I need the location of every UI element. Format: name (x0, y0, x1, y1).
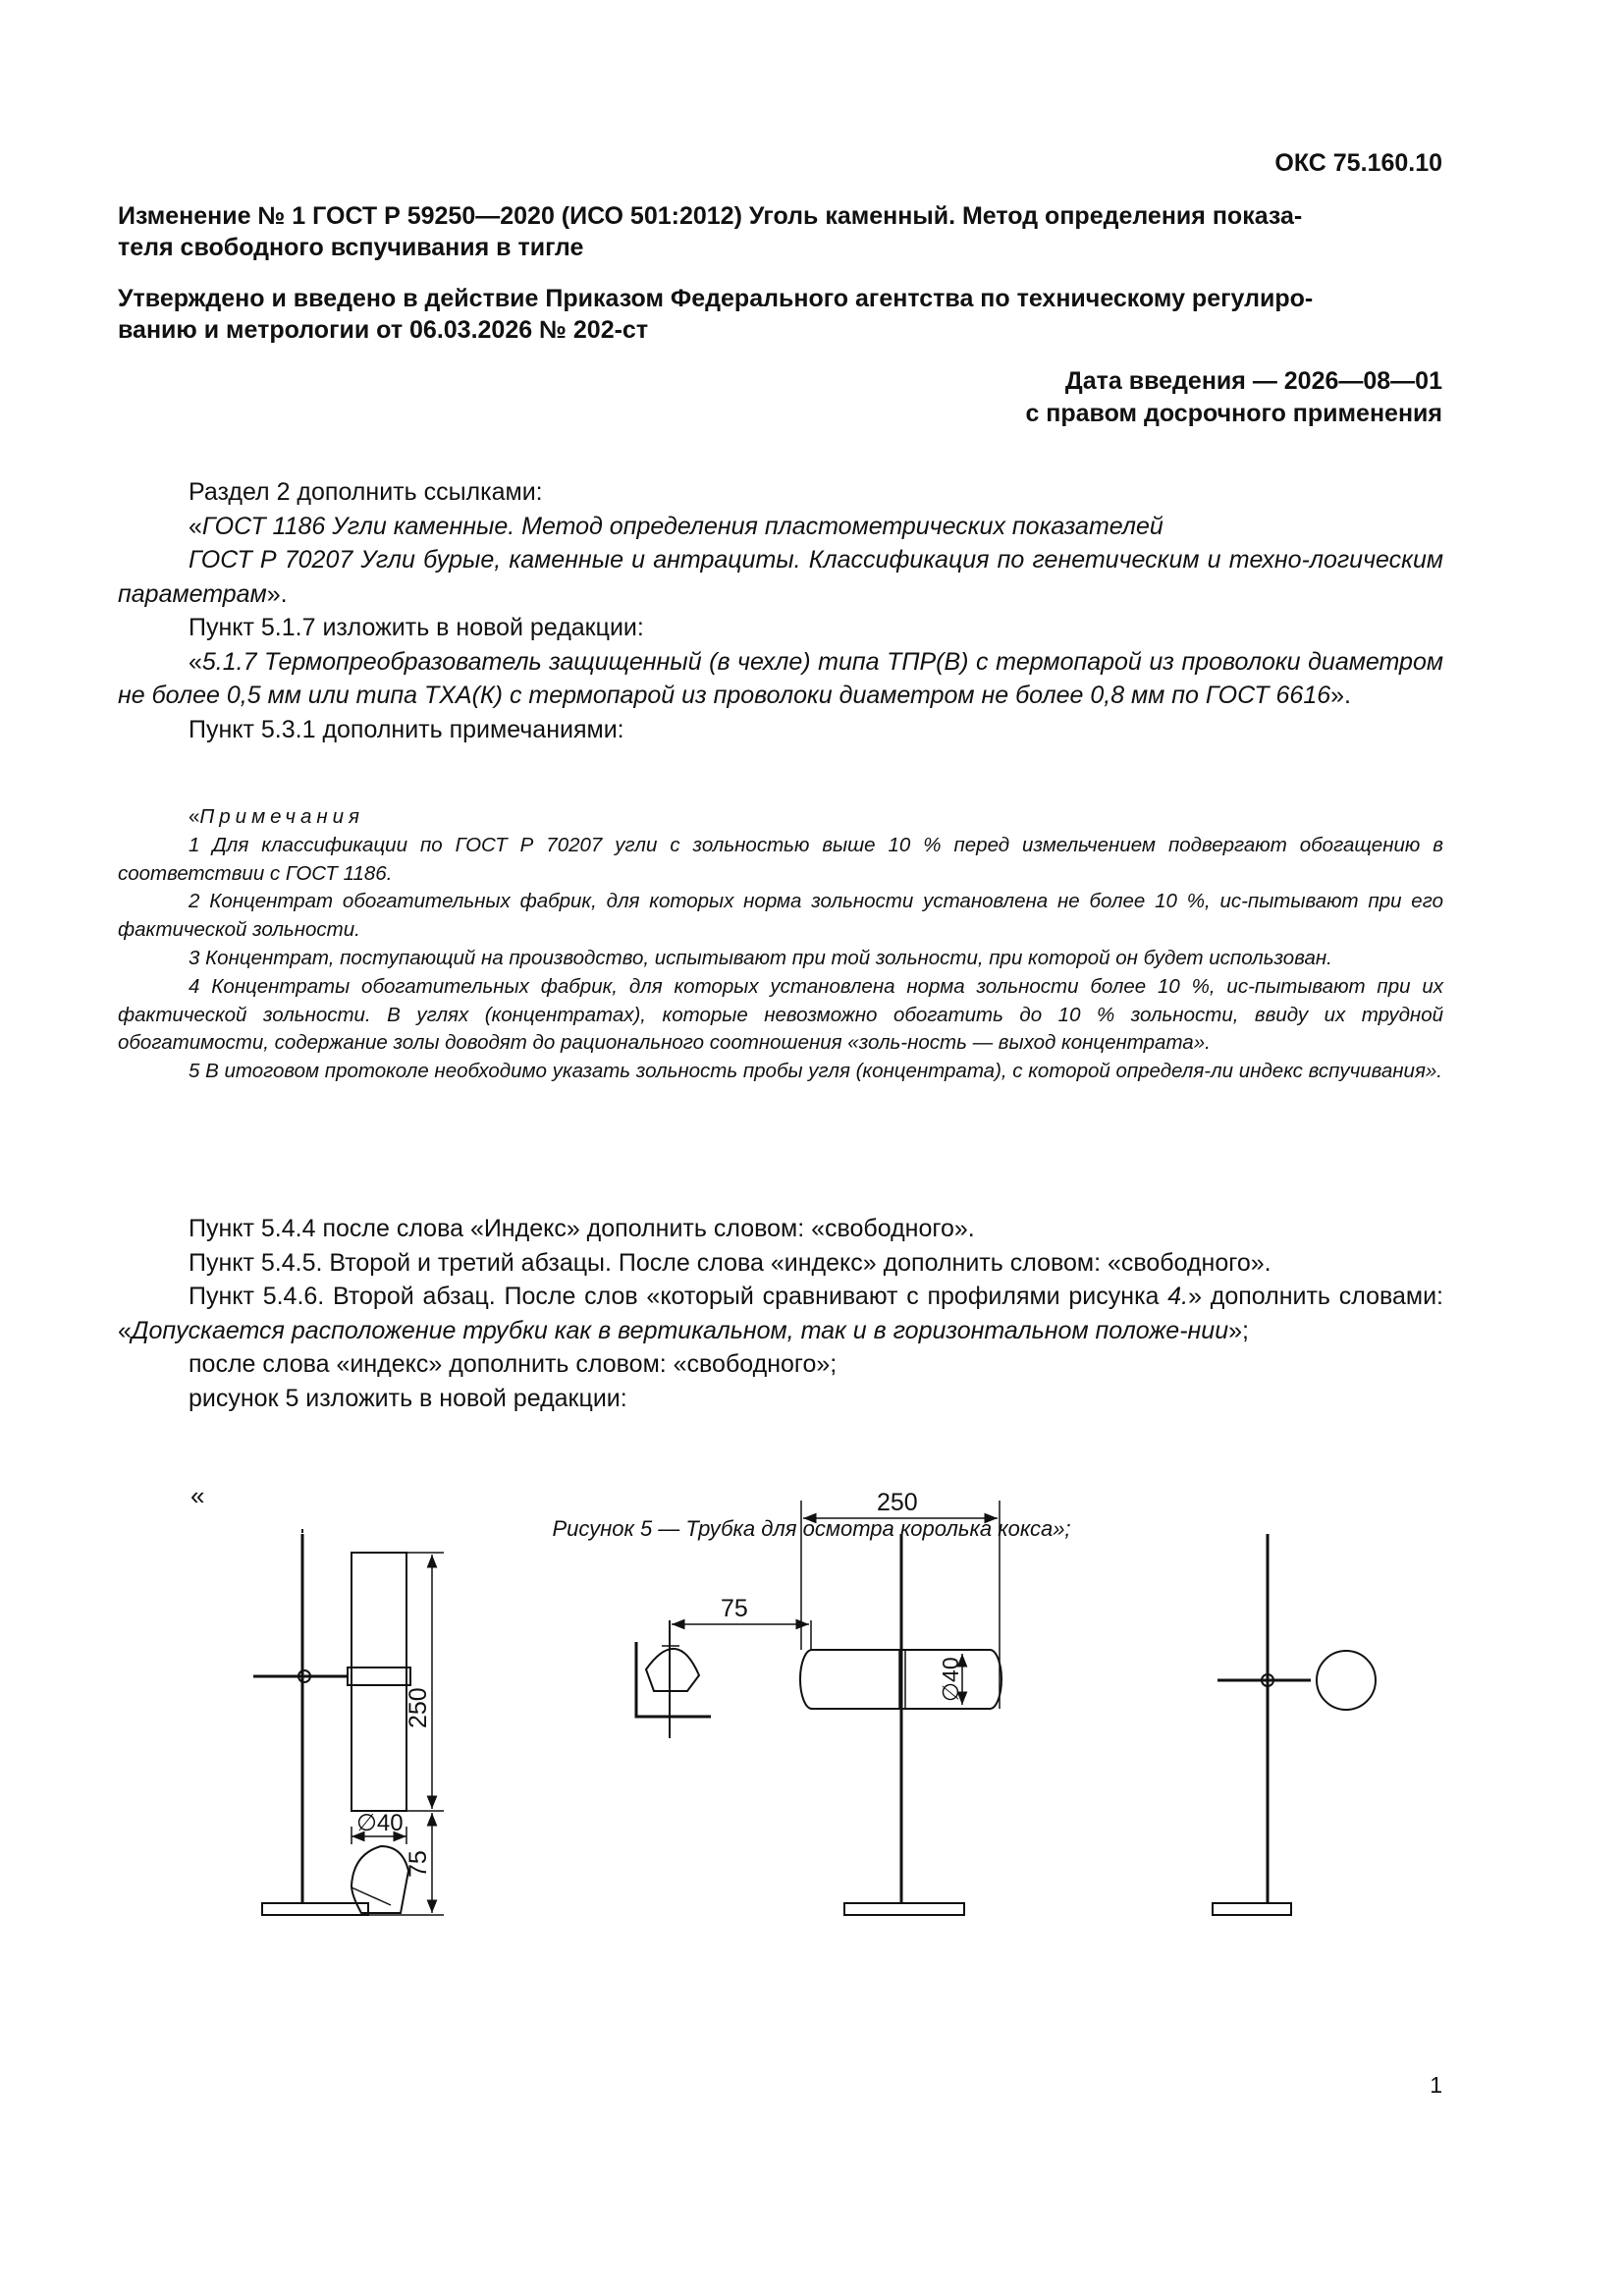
tube-end-view (1317, 1651, 1376, 1710)
notes-title: Примечания (199, 805, 365, 828)
coke-button-side (646, 1649, 699, 1691)
figure-ref: 4. (1167, 1283, 1189, 1310)
horizontal-tube-stand (636, 1489, 1001, 1915)
paragraph: Пункт 5.4.5. Второй и третий абзацы. После слова «индекс» дополнить словом: «свободного». (189, 1248, 1271, 1277)
inserted-text: Допускается расположение трубки как в вертикальном, так и в горизонтальном положе-нии (131, 1316, 1229, 1344)
note-5: 5 В итоговом протоколе необходимо указать зольность пробы угля (концентрата), с которой определя-ли индекс вспучивания». (189, 1060, 1443, 1083)
dim-diameter-center: ∅40 (938, 1657, 963, 1702)
clamp-ring (348, 1667, 410, 1685)
open-quote: « (189, 512, 202, 540)
note-1: 1 Для классификации по ГОСТ Р 70207 угли с зольностью выше 10 % перед измельчением подвергают обогащению в соответствии с ГОСТ 1186. (118, 833, 1443, 885)
note-2: 2 Концентрат обогатительных фабрик, для которых норма зольности установлена не более 10 %, ис-пытывают при его фактической зольности. (118, 890, 1443, 942)
paragraph: рисунок 5 изложить в новой редакции: (189, 1384, 627, 1412)
reference-gost-1186: ГОСТ 1186 Угли каменные. Метод определения пластометрических показателей (201, 512, 1163, 540)
figure-caption: Рисунок 5 — Трубка для осмотра королька кокса»; (552, 1516, 1071, 1541)
text: » дополнить словами: « (118, 1283, 1443, 1344)
close-quote: ». (1330, 682, 1352, 709)
clause-5-1-7: 5.1.7 Термопреобразователь защищенный (в чехле) типа ТПР(В) с термопарой из проволоки диаметром не более 0,5 мм или типа ТХА(К) с термопарой из проволоки диаметром не более 0,8 мм по ГОСТ 6616 (118, 647, 1443, 709)
paragraph: после слова «индекс» дополнить словом: «свободного»; (189, 1350, 838, 1378)
note-4: 4 Концентраты обогатительных фабрик, для которых установлена норма зольности более 10 %, ис-пытывают при их фактической зольности. В углях (концентратах), которые невозможно обогатить до 10 % зольности, ввиду их трудной обогатимости, содержание золы доводят до рационального соотношения «золь-ность — выход концентрата». (118, 974, 1443, 1055)
close-quote: ». (266, 579, 288, 608)
approval-line-2: ванию и метрологии от 06.03.2026 № 202-ст (118, 316, 649, 344)
end-view-stand (1213, 1534, 1376, 1915)
title-line-2: теля свободного вспучивания в тигле (118, 234, 584, 261)
page-number: 1 (1430, 2072, 1442, 2098)
dim-75-vertical: 75 (405, 1850, 432, 1878)
figure-open-quote: « (190, 1481, 205, 1510)
dim-250-horizontal: 250 (877, 1489, 918, 1516)
vertical-tube-stand (253, 1531, 444, 1915)
paragraph: Пункт 5.4.4 после слова «Индекс» дополнить словом: «свободного». (189, 1215, 975, 1242)
title-line-1: Изменение № 1 ГОСТ Р 59250—2020 (ИСО 501:2012) Уголь каменный. Метод определения показа- (118, 202, 1303, 230)
text: Пункт 5.4.6. Второй абзац. После слов «который сравнивают с профилями рисунка (189, 1283, 1168, 1310)
dim-250-vertical: 250 (405, 1687, 432, 1728)
open-quote: « (189, 647, 202, 676)
stand-base (844, 1903, 964, 1915)
paragraph: Раздел 2 дополнить ссылками: (189, 478, 543, 506)
tube-vertical (352, 1553, 406, 1811)
early-application-line: с правом досрочного применения (1025, 400, 1442, 427)
dim-75-horizontal: 75 (721, 1595, 748, 1622)
reference-gost-70207: ГОСТ Р 70207 Угли бурые, каменные и антрациты. Классификация по генетическим и техно-логическим параметрам (118, 546, 1443, 608)
note-3: 3 Концентрат, поступающий на производство, испытывают при той зольности, при которой он будет использован. (189, 946, 1332, 969)
paragraph: Пункт 5.3.1 дополнить примечаниями: (189, 715, 624, 743)
stand-base (262, 1903, 368, 1915)
bracket (636, 1642, 711, 1717)
classification-code: ОКС 75.160.10 (1274, 149, 1442, 177)
effective-date-line: Дата введения — 2026—08—01 (1064, 367, 1442, 395)
approval-line-1: Утверждено и введено в действие Приказом Федерального агентства по техническому регулиро- (118, 285, 1314, 312)
dim-diameter-left: ∅40 (356, 1810, 404, 1836)
text: »; (1228, 1316, 1249, 1344)
stand-base (1213, 1903, 1291, 1915)
open-quote: « (189, 805, 200, 828)
paragraph: Пункт 5.1.7 изложить в новой редакции: (189, 614, 644, 641)
